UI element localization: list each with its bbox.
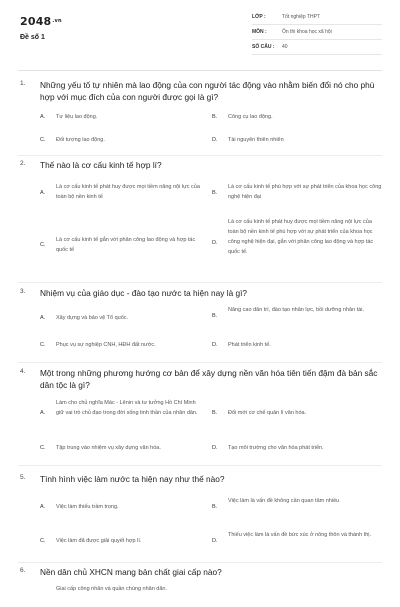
question-1 — [0, 80, 400, 160]
question-list — [0, 80, 400, 607]
option-b[interactable] — [212, 496, 382, 510]
option-letter: C. — [40, 242, 46, 248]
option-letter: B. — [212, 190, 218, 196]
option-letter: D. — [212, 342, 218, 348]
option-letter: C. — [40, 342, 46, 348]
option-text: Đối tượng lao động. — [56, 137, 105, 143]
option-text: Là cơ cấu kinh tế gắn với phân công lao động và hợp tác quốc tế — [56, 237, 196, 253]
option-letter: D. — [212, 445, 218, 451]
option-text: Việc làm là vấn đề không cần quan tâm nhiều — [228, 498, 340, 504]
option-text: Phục vụ sự nghiệp CNH, HĐH đất nước. — [56, 342, 156, 348]
option-text: Việc làm thiếu trầm trọng. — [56, 504, 119, 510]
option-text: Tài nguyên thiên nhiên — [228, 137, 284, 143]
option-letter: D. — [212, 137, 218, 143]
option-c[interactable] — [40, 135, 205, 145]
meta-key: LỚP : — [252, 14, 266, 20]
option-text: Giai cấp công nhân và quần chúng nhân dân. — [56, 586, 168, 592]
option-text: Tư liệu lao động. — [56, 114, 98, 120]
option-b[interactable] — [212, 182, 382, 202]
meta-key: SỐ CÂU : — [252, 44, 275, 50]
option-letter: B. — [212, 313, 218, 319]
option-letter: B. — [212, 410, 218, 416]
option-d[interactable] — [212, 340, 382, 350]
question-text: Nhiệm vụ của giáo dục - đào tạo nước ta hiện nay là gì? — [40, 288, 248, 298]
option-c[interactable] — [40, 340, 205, 350]
option-letter: D. — [212, 240, 218, 246]
option-letter: C. — [40, 137, 46, 143]
question-divider — [18, 362, 382, 363]
option-a[interactable] — [40, 313, 205, 323]
question-2 — [0, 160, 400, 288]
question-6 — [0, 567, 400, 607]
option-text: Là cơ cấu kinh tế phù hợp với sự phát triển của khoa học công nghệ hiện đại — [228, 184, 382, 200]
option-letter: A. — [40, 190, 46, 196]
question-number: 5. — [20, 474, 26, 481]
meta-row-count — [252, 40, 382, 55]
option-d[interactable] — [212, 217, 382, 257]
question-divider — [18, 465, 382, 466]
option-b[interactable] — [212, 408, 382, 418]
option-letter: A. — [40, 504, 46, 510]
option-text: Thiếu việc làm là vấn đề bức xúc ở nông thôn và thành thị. — [228, 532, 372, 538]
option-b[interactable] — [212, 305, 382, 319]
meta-key: MÔN : — [252, 29, 267, 35]
option-a[interactable] — [40, 502, 205, 512]
option-letter: A. — [40, 315, 46, 321]
question-number: 6. — [20, 567, 26, 574]
option-c[interactable] — [40, 443, 205, 453]
option-text: Làm cho chủ nghĩa Mác - Lênin và tư tưởng Hồ Chí Minh giữ vai trò chủ đạo trong đời sống tinh thần của nhân dân. — [56, 400, 198, 416]
question-text: Những yếu tố tự nhiên mà lao động của con người tác động vào nhằm biến đổi nó cho phù hợp với mục đích của con người được gọi là gì? — [40, 80, 375, 102]
header-divider — [18, 70, 382, 71]
brand-tld: .vn — [52, 18, 62, 24]
question-divider — [18, 282, 382, 283]
brand-logo[interactable] — [20, 15, 62, 28]
option-text: Là cơ cấu kinh tế phát huy được mọi tiềm năng nội lực của toàn bộ nền kinh tế phù hợp với sự phát triển của khoa học công nghệ hiện đại, gắn với phân công lao động và hợp tác quốc tế. — [228, 219, 374, 255]
question-divider — [18, 562, 382, 563]
option-text: Xây dựng và bảo vệ Tổ quốc. — [56, 315, 129, 321]
option-letter: B. — [212, 114, 218, 120]
question-text: Tình hình việc làm nước ta hiện nay như thế nào? — [40, 474, 225, 484]
option-a[interactable] — [40, 398, 205, 418]
option-c[interactable] — [40, 235, 205, 255]
option-d[interactable] — [212, 135, 382, 145]
question-text: Thế nào là cơ cấu kinh tế hợp lí? — [40, 160, 162, 170]
brand-name: 2048 — [20, 15, 52, 28]
meta-value: 40 — [282, 44, 288, 50]
option-text: Là cơ cấu kinh tế phát huy được mọi tiềm năng nội lực của toàn bộ nền kinh tế — [56, 184, 200, 200]
option-d[interactable] — [212, 443, 382, 453]
option-d[interactable] — [212, 530, 382, 544]
option-b[interactable] — [212, 112, 382, 122]
option-letter: B. — [212, 504, 218, 510]
option-c[interactable] — [40, 536, 205, 546]
question-divider — [18, 155, 382, 156]
option-letter: C. — [40, 445, 46, 451]
option-a[interactable] — [40, 112, 205, 122]
exam-number: Đề số 1 — [20, 34, 45, 41]
option-a[interactable] — [40, 584, 205, 594]
option-a[interactable] — [40, 182, 205, 202]
meta-row-class — [252, 10, 382, 25]
question-text: Một trong những phương hướng cơ bản để xây dựng nền văn hóa tiên tiến đậm đà bản sắc dân tộc là gì? — [40, 368, 378, 390]
option-text: Nâng cao dân trí, đào tạo nhân lực, bồi dưỡng nhân tài. — [228, 307, 365, 313]
question-number: 3. — [20, 288, 26, 295]
option-text: Phát triển kinh tế. — [228, 342, 271, 348]
option-text: Tập trung vào nhiệm vụ xây dựng văn hóa. — [56, 445, 161, 451]
question-5 — [0, 474, 400, 567]
question-4 — [0, 368, 400, 474]
exam-header — [0, 0, 400, 64]
meta-value: Ôn thi khoa học xã hội — [282, 29, 332, 35]
option-text: Việc làm đã được giải quyết hợp lí. — [56, 538, 142, 544]
option-letter: A. — [40, 114, 46, 120]
option-text: Công cụ lao động. — [228, 114, 273, 120]
question-text: Nền dân chủ XHCN mang bản chất giai cấp nào? — [40, 567, 222, 577]
option-letter: A. — [40, 410, 46, 416]
exam-meta — [252, 10, 382, 55]
question-number: 4. — [20, 368, 26, 375]
option-letter: D. — [212, 538, 218, 544]
option-text: Đổi mới cơ chế quản lí văn hóa. — [228, 410, 307, 416]
question-3 — [0, 288, 400, 368]
meta-value: Tốt nghiệp THPT — [282, 14, 320, 20]
question-number: 2. — [20, 160, 26, 167]
question-number: 1. — [20, 80, 26, 87]
option-text: Tạo môi trường cho văn hóa phát triển. — [228, 445, 324, 451]
meta-row-subject — [252, 25, 382, 40]
option-letter: C. — [40, 538, 46, 544]
